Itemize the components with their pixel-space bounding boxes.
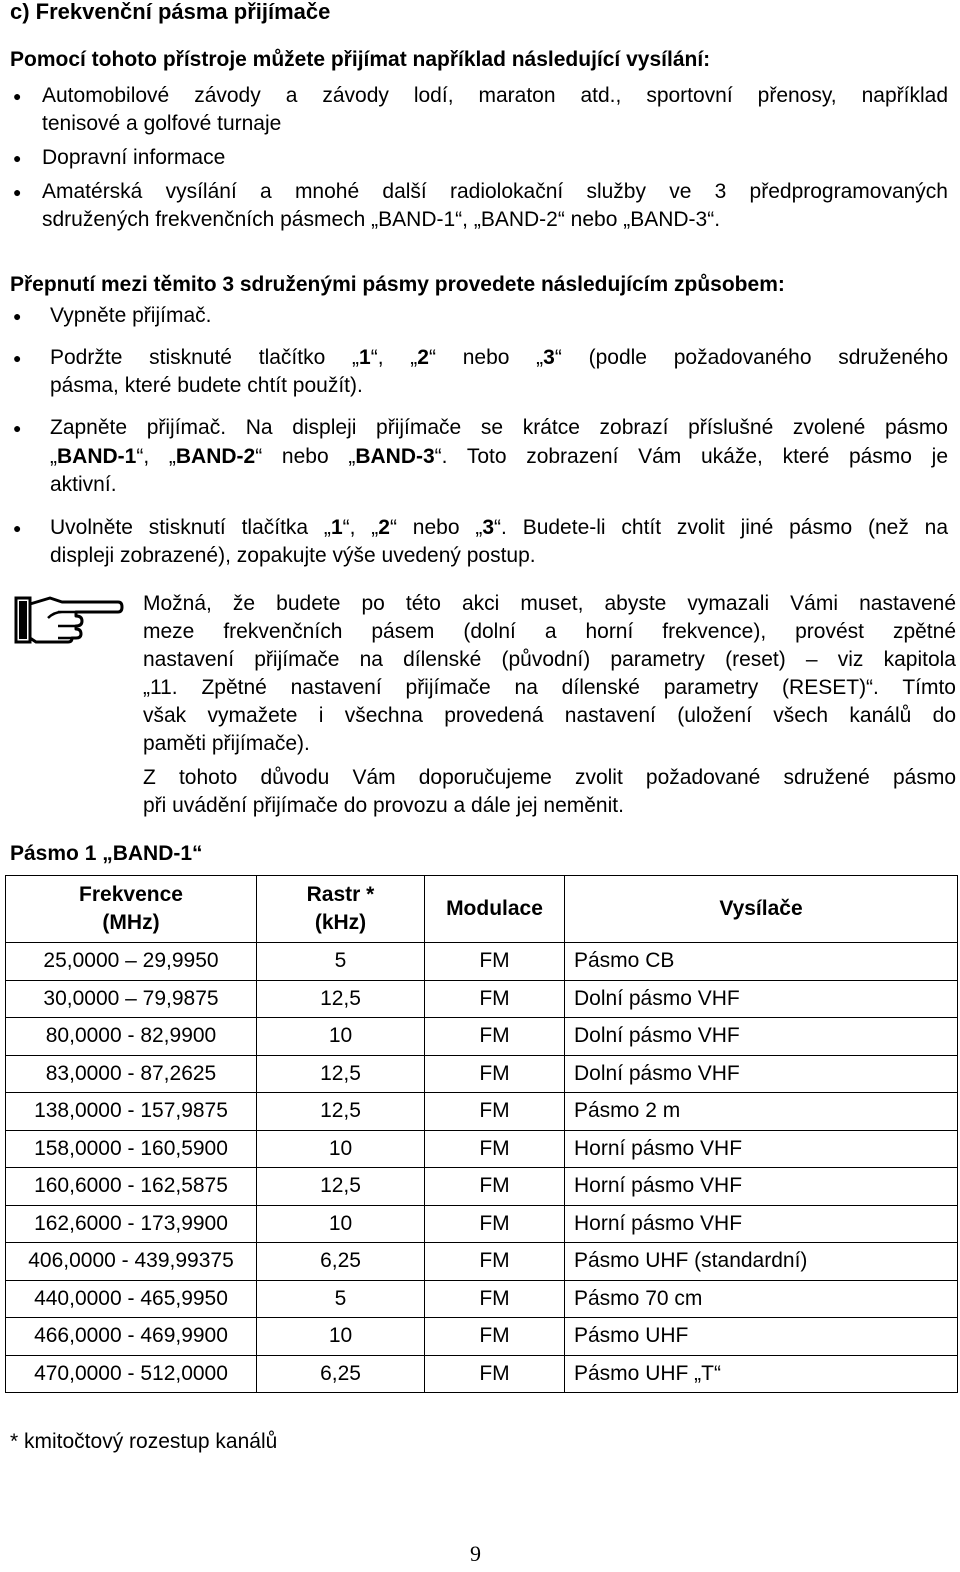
cell-modulation: FM <box>425 1093 565 1131</box>
cell-frequency: 83,0000 - 87,2625 <box>6 1055 257 1093</box>
table-row <box>6 1280 958 1318</box>
cell-station: Horní pásmo VHF <box>565 1130 958 1168</box>
step-4-cont: displeji zobrazené), zopakujte výše uvedený postup. <box>50 544 536 567</box>
cell-station: Pásmo UHF <box>565 1318 958 1356</box>
band-title: Pásmo 1 „BAND-1“ <box>10 842 203 865</box>
cell-station: Dolní pásmo VHF <box>565 980 958 1018</box>
step-4: Uvolněte stisknutí tlačítka „1“, „2“ nebo „3“. Budete-li chtít zvolit jiné pásmo (než na <box>50 516 949 539</box>
cell-frequency: 80,0000 - 82,9900 <box>6 1018 257 1056</box>
cell-station: Horní pásmo VHF <box>565 1205 958 1243</box>
table-row <box>6 1355 958 1393</box>
cell-modulation: FM <box>425 1243 565 1281</box>
cell-raster: 10 <box>257 1130 425 1168</box>
table-row <box>6 980 958 1018</box>
cell-modulation: FM <box>425 1280 565 1318</box>
table-row <box>6 943 958 981</box>
step-2: Podržte stisknuté tlačítko „1“, „2“ nebo „3“ (podle požadovaného sdruženého <box>50 346 949 369</box>
cell-raster: 6,25 <box>257 1355 425 1393</box>
note-line: však vymažete i všechna provedená nastavení (uložení všech kanálů do <box>143 704 956 727</box>
col-header-modulation: Modulace <box>425 876 565 943</box>
pointing-hand-icon <box>14 592 124 648</box>
cell-modulation: FM <box>425 1318 565 1356</box>
bullet-icon: ● <box>13 308 22 324</box>
note-line: „11. Zpětné nastavení přijímače na dílenské parametry (RESET)“. Tímto <box>143 676 956 699</box>
cell-frequency: 440,0000 - 465,9950 <box>6 1280 257 1318</box>
cell-frequency: 30,0000 – 79,9875 <box>6 980 257 1018</box>
bullet-icon: ● <box>13 150 22 166</box>
step-3-end: aktivní. <box>50 473 117 496</box>
cell-raster: 10 <box>257 1018 425 1056</box>
bullet-icon: ● <box>13 520 22 536</box>
cell-modulation: FM <box>425 1355 565 1393</box>
cell-modulation: FM <box>425 1018 565 1056</box>
bullet-icon: ● <box>13 184 22 200</box>
cell-raster: 10 <box>257 1205 425 1243</box>
cell-frequency: 25,0000 – 29,9950 <box>6 943 257 981</box>
bullet-icon: ● <box>13 88 22 104</box>
footnote: * kmitočtový rozestup kanálů <box>10 1430 278 1453</box>
cell-frequency: 138,0000 - 157,9875 <box>6 1093 257 1131</box>
note-line: Z tohoto důvodu Vám doporučujeme zvolit požadované sdružené pásmo <box>143 766 956 789</box>
note-line: Možná, že budete po této akci muset, abyste vymazali Vámi nastavené <box>143 592 956 615</box>
step-1: Vypněte přijímač. <box>50 304 212 327</box>
col-header-frequency: Frekvence (MHz) <box>6 876 257 943</box>
cell-modulation: FM <box>425 1055 565 1093</box>
table-row <box>6 1093 958 1131</box>
cell-station: Pásmo UHF (standardní) <box>565 1243 958 1281</box>
list-item: Automobilové závody a závody lodí, maraton atd., sportovní přenosy, například <box>42 84 948 107</box>
table-row <box>6 1130 958 1168</box>
note-line: paměti přijímače). <box>143 732 310 755</box>
cell-frequency: 158,0000 - 160,5900 <box>6 1130 257 1168</box>
switch-heading: Přepnutí mezi těmito 3 sdruženými pásmy provedete následujícím způsobem: <box>10 273 785 296</box>
table-header-row <box>6 876 958 943</box>
cell-frequency: 160,6000 - 162,5875 <box>6 1168 257 1206</box>
section-title: c) Frekvenční pásma přijímače <box>10 0 331 24</box>
step-2-cont: pásma, které budete chtít použít). <box>50 374 363 397</box>
col-header-stations: Vysílače <box>565 876 958 943</box>
cell-station: Dolní pásmo VHF <box>565 1018 958 1056</box>
step-3-cont: „BAND-1“, „BAND-2“ nebo „BAND-3“. Toto zobrazení Vám ukáže, které pásmo je <box>50 445 949 468</box>
cell-modulation: FM <box>425 1168 565 1206</box>
note-line: meze frekvenčních pásem (dolní a horní frekvence), provést zpětné <box>143 620 956 643</box>
cell-raster: 12,5 <box>257 1168 425 1206</box>
step-3: Zapněte přijímač. Na displeji přijímače se krátce zobrazí příslušné zvolené pásmo <box>50 416 948 439</box>
cell-frequency: 162,6000 - 173,9900 <box>6 1205 257 1243</box>
table-row <box>6 1168 958 1206</box>
list-item: Amatérská vysílání a mnohé další radiolokační služby ve 3 předprogramovaných <box>42 180 948 203</box>
table-row <box>6 1055 958 1093</box>
cell-station: Pásmo 2 m <box>565 1093 958 1131</box>
table-row <box>6 1243 958 1281</box>
cell-raster: 12,5 <box>257 1093 425 1131</box>
cell-frequency: 466,0000 - 469,9900 <box>6 1318 257 1356</box>
cell-station: Pásmo CB <box>565 943 958 981</box>
bullet-icon: ● <box>13 350 22 366</box>
cell-raster: 5 <box>257 943 425 981</box>
table-row <box>6 1318 958 1356</box>
col-header-raster: Rastr * (kHz) <box>257 876 425 943</box>
cell-station: Pásmo UHF „T“ <box>565 1355 958 1393</box>
cell-modulation: FM <box>425 980 565 1018</box>
intro-heading: Pomocí tohoto přístroje můžete přijímat například následující vysílání: <box>10 48 711 71</box>
table-row <box>6 1205 958 1243</box>
note-line: nastavení přijímače na dílenské (původní) parametry (reset) – viz kapitola <box>143 648 956 671</box>
page-number: 9 <box>470 1541 481 1566</box>
cell-raster: 5 <box>257 1280 425 1318</box>
cell-frequency: 470,0000 - 512,0000 <box>6 1355 257 1393</box>
cell-modulation: FM <box>425 943 565 981</box>
bullet-icon: ● <box>13 420 22 436</box>
list-item-cont: tenisové a golfové turnaje <box>42 112 282 135</box>
cell-frequency: 406,0000 - 439,99375 <box>6 1243 257 1281</box>
cell-station: Pásmo 70 cm <box>565 1280 958 1318</box>
band-table <box>5 875 958 1393</box>
list-item: Dopravní informace <box>42 146 226 169</box>
note-line: při uvádění přijímače do provozu a dále jej neměnit. <box>143 794 624 817</box>
cell-raster: 10 <box>257 1318 425 1356</box>
cell-station: Horní pásmo VHF <box>565 1168 958 1206</box>
cell-station: Dolní pásmo VHF <box>565 1055 958 1093</box>
cell-modulation: FM <box>425 1130 565 1168</box>
cell-raster: 12,5 <box>257 980 425 1018</box>
cell-modulation: FM <box>425 1205 565 1243</box>
list-item-cont: sdružených frekvenčních pásmech „BAND-1“, „BAND-2“ nebo „BAND-3“. <box>42 208 721 231</box>
cell-raster: 6,25 <box>257 1243 425 1281</box>
cell-raster: 12,5 <box>257 1055 425 1093</box>
table-row <box>6 1018 958 1056</box>
